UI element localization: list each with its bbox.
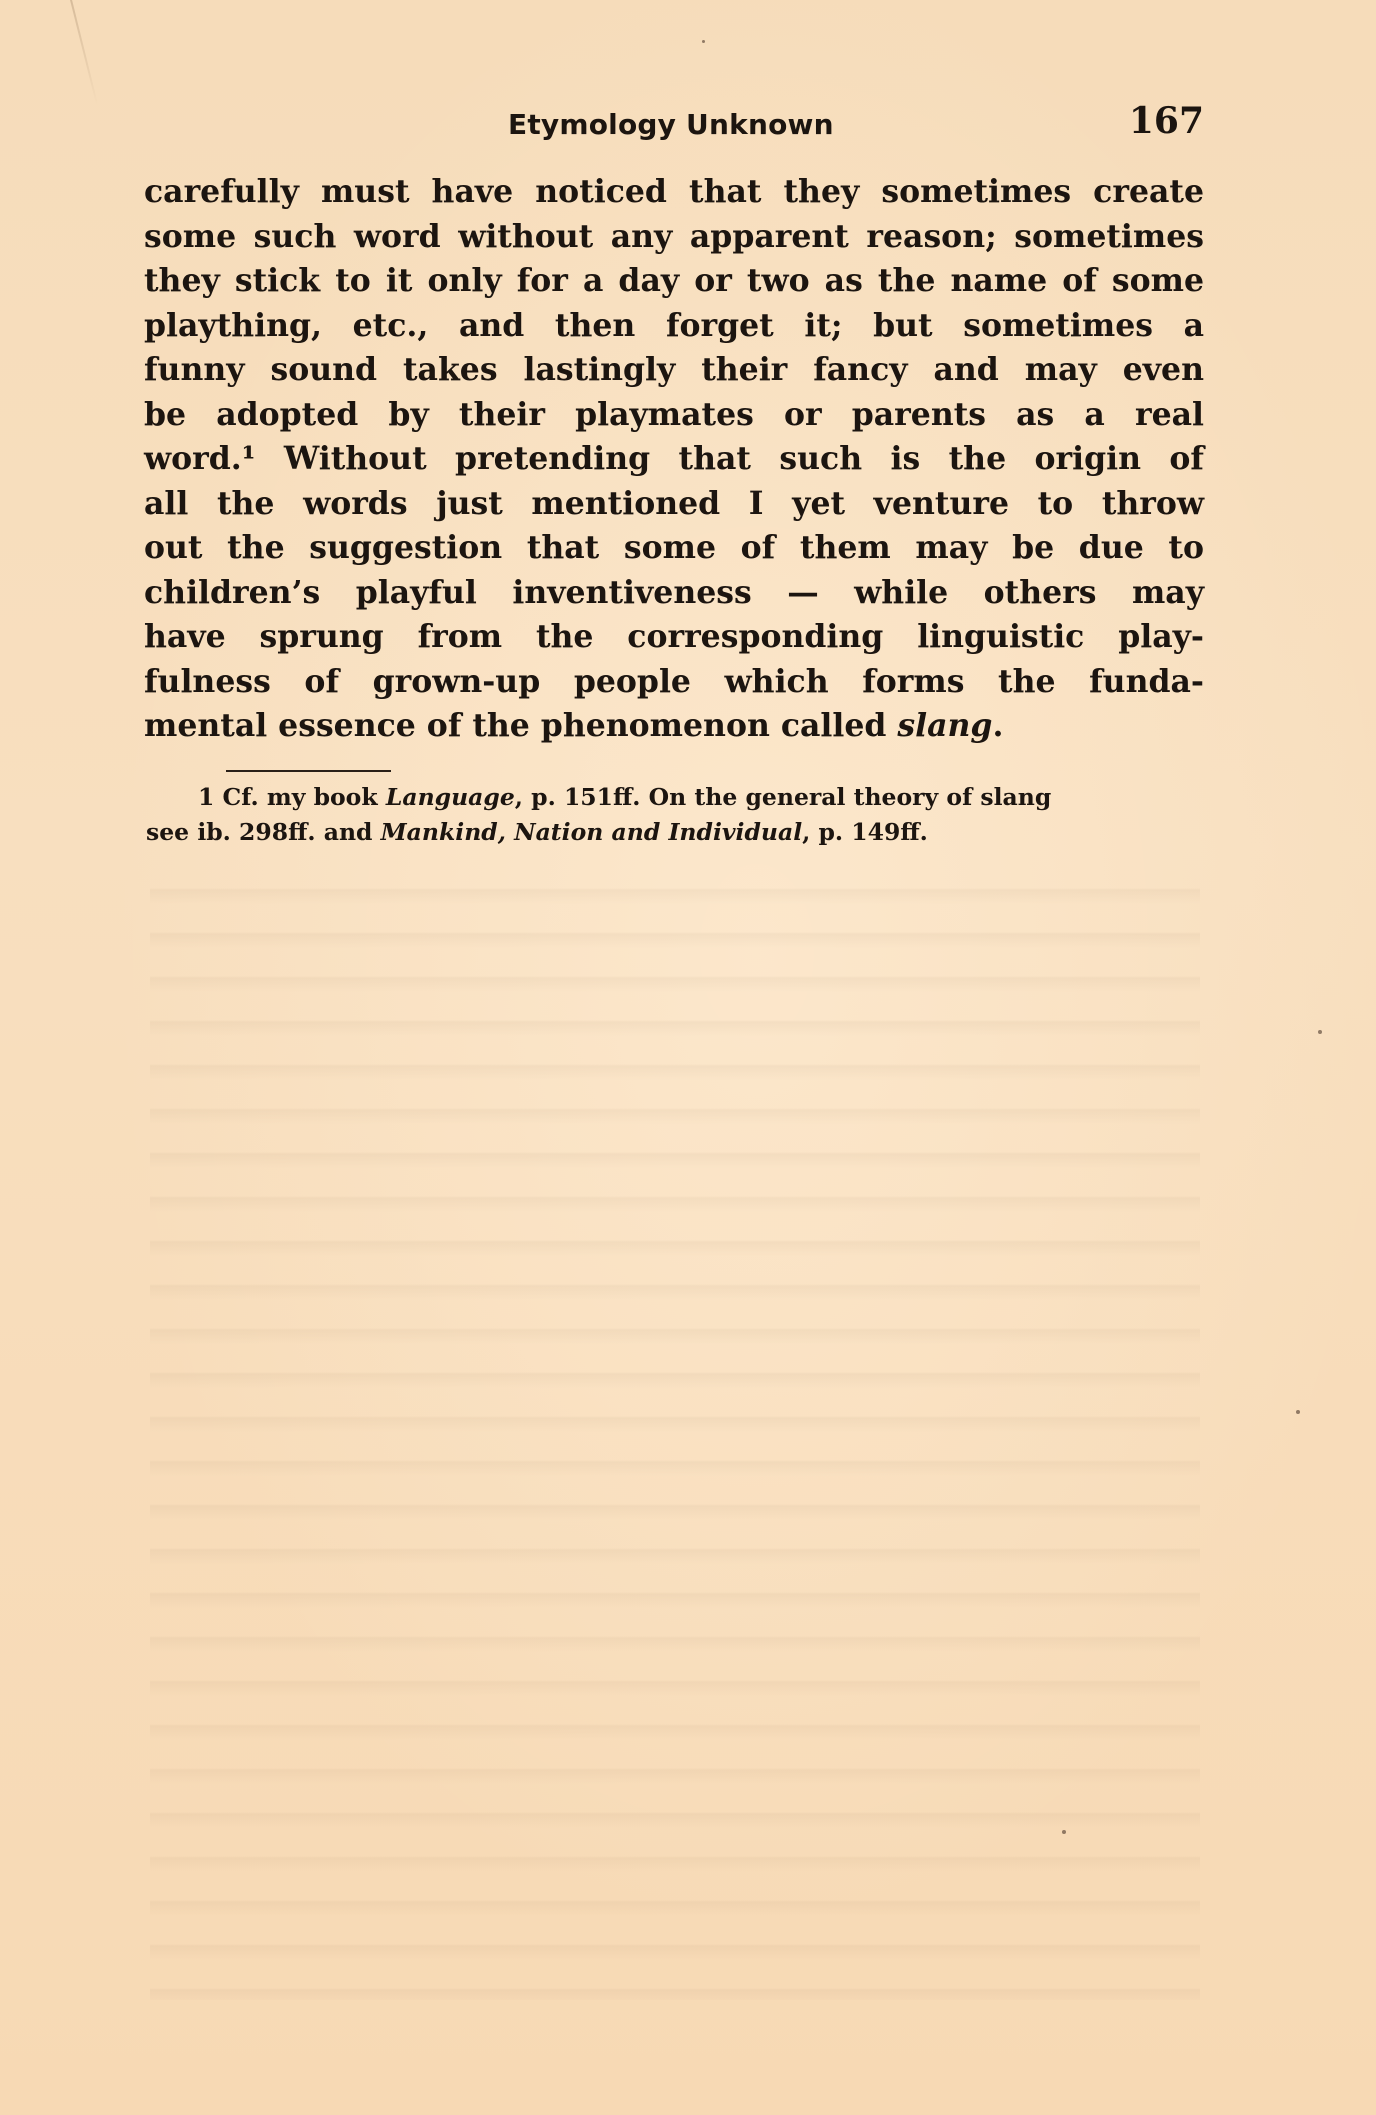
footnote-book-title: Mankind, Nation and Individual [380, 818, 803, 846]
text-line-last [144, 704, 1204, 749]
text-line: have sprung from the corresponding linguistic play- [144, 618, 1204, 655]
footnote-text: 1 Cf. my book [198, 783, 386, 811]
paper-speck [1296, 1410, 1300, 1414]
paper-crease [70, 0, 99, 107]
text-line: funny sound takes lastingly their fancy and may even [144, 351, 1204, 388]
footnote-text: , p. 151ff. On the general theory of slang [514, 783, 1052, 811]
text-line: children’s playful inventiveness — while others may [144, 573, 1204, 611]
page-number: 167 [1128, 100, 1204, 142]
footnote-text: , p. 149ff. [802, 818, 928, 846]
paper-speck [702, 40, 705, 43]
paper-speck [1062, 1830, 1066, 1834]
running-head: Etymology Unknown [508, 108, 834, 141]
text-line: all the words just mentioned I yet venture to throw [144, 484, 1204, 522]
text-line: plaything, etc., and then forget it; but sometimes a [144, 306, 1204, 344]
show-through-text [150, 860, 1200, 2000]
page-header [144, 100, 1204, 160]
footnote [146, 780, 1206, 850]
text-line: be adopted by their playmates or parents as a real [144, 395, 1204, 433]
text-line: they stick to it only for a day or two as the name of some [144, 262, 1204, 299]
footnote-text: see ib. 298ff. and [146, 818, 381, 846]
footnote-divider [226, 770, 391, 772]
text-line: out the suggestion that some of them may be due to [144, 529, 1204, 566]
last-line-text: mental essence of the phenomenon called [144, 707, 898, 744]
footnote-line-2 [146, 815, 1206, 850]
text-line: carefully must have noticed that they sometimes create [144, 173, 1204, 210]
footnote-line-1 [146, 780, 1206, 815]
text-line: word.¹ Without pretending that such is the origin of [144, 440, 1204, 477]
paper-speck [1318, 1030, 1322, 1034]
footnote-book-title: Language [385, 783, 515, 811]
text-line: fulness of grown-up people which forms the funda- [144, 662, 1204, 700]
italic-term-slang: slang [897, 707, 993, 744]
body-paragraph [144, 170, 1204, 749]
last-line-period: . [992, 707, 1004, 744]
text-line: some such word without any apparent reason; sometimes [144, 217, 1204, 255]
